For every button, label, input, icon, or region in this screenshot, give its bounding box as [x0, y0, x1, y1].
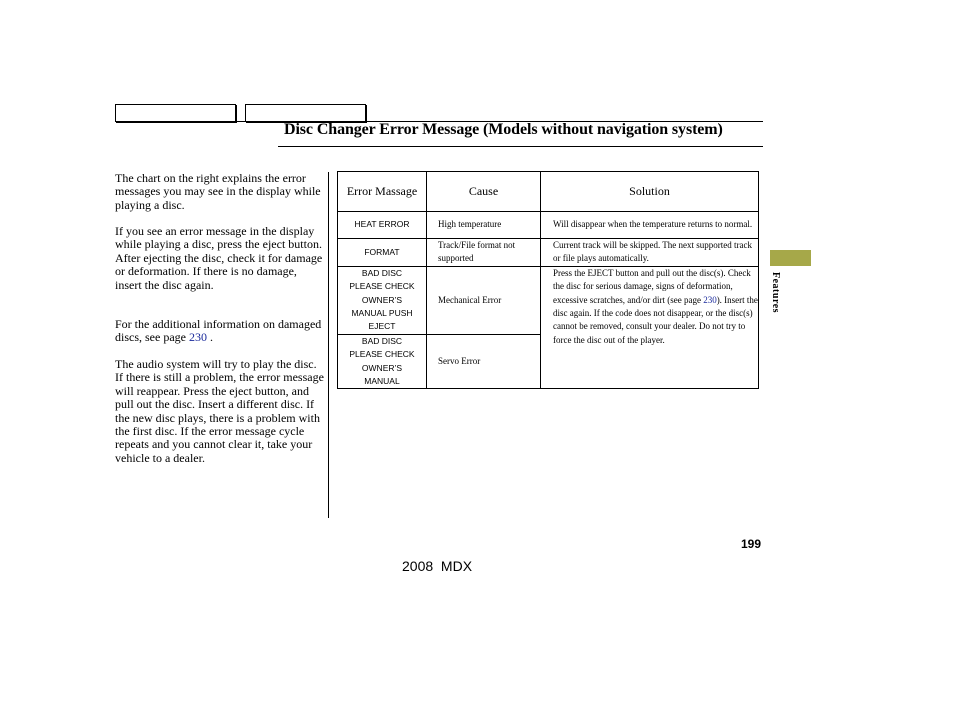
error-code-line: BAD DISC [361, 335, 403, 346]
footer-model: 2008 MDX [402, 558, 473, 574]
intro-paragraph-2: If you see an error message in the display while playing a disc, press the eject button. After ejecting the disc, check it for damage or deformation. If there is no damage, insert the disc again. [115, 224, 323, 292]
solution-cell: Will disappear when the temperature returns to normal. [541, 212, 759, 239]
error-code-line: FORMAT [364, 246, 400, 257]
intro-paragraph-4: The audio system will try to play the disc. If there is still a problem, the error message will reappear. Press the eject button, and pull out the disc. Insert a different disc. If the new disc plays, there is a problem with the first disc. If the error message cycle repeats and you cannot clear it, take your vehicle to a dealer. [115, 357, 324, 465]
error-code-line: MANUAL PUSH [351, 308, 413, 319]
cause-cell: Servo Error [427, 334, 541, 389]
table-row [338, 212, 759, 239]
error-code-line: MANUAL [364, 376, 400, 387]
section-label-features: Features [770, 272, 781, 314]
error-code-line: BAD DISC [361, 267, 403, 278]
header-solution: Solution [541, 172, 759, 212]
nav-box-next[interactable] [245, 104, 366, 122]
page-title: Disc Changer Error Message (Models without navigation system) [284, 121, 723, 138]
intro-paragraph-3 [115, 318, 325, 345]
error-code-line: OWNER’S [361, 362, 403, 373]
solution-cell-merged [541, 266, 759, 389]
page-link-230[interactable]: 230 [188, 330, 207, 345]
error-code-cell [338, 212, 427, 239]
error-code-cell [338, 334, 427, 389]
table-header-row [338, 172, 759, 212]
intro-paragraph-3-end: . [209, 330, 213, 345]
header-error-message: Error Massage [338, 172, 427, 212]
solution-cell: Current track will be skipped. The next supported track or file plays automatically. [541, 239, 759, 267]
header-cause: Cause [427, 172, 541, 212]
table-row [338, 266, 759, 334]
page-link-230-table[interactable]: 230 [703, 294, 717, 305]
intro-paragraph-1: The chart on the right explains the error messages you may see in the display while playing a disc. [115, 171, 321, 212]
cause-cell: Track/File format not supported [427, 239, 541, 267]
column-divider [328, 172, 329, 518]
page-number: 199 [741, 537, 762, 551]
nav-box-prev[interactable] [115, 104, 236, 122]
solution-text-end: ). Insert the disc again. If the code does not disappear, or the disc(s) cannot be removed, consult your dealer. Do not try to force the disc out of the player. [553, 294, 758, 345]
header-rule-bottom [278, 146, 763, 147]
intro-paragraph-3-text: For the additional information on damaged discs, see page [115, 317, 322, 345]
error-message-table [337, 171, 759, 389]
error-code-cell [338, 239, 427, 267]
cause-cell: Mechanical Error [427, 266, 541, 334]
section-tab[interactable] [770, 250, 811, 266]
solution-text: Press the EJECT button and pull out the disc(s). Check the disc for serious damage, signs of deformation, excessive scratches, and/or dirt (see page [553, 267, 751, 305]
error-code-cell [338, 266, 427, 334]
error-code-line: EJECT [368, 321, 396, 332]
error-code-line: OWNER’S [361, 294, 403, 305]
cause-cell: High temperature [427, 212, 541, 239]
table-row [338, 239, 759, 267]
error-code-line: PLEASE CHECK [349, 281, 415, 292]
error-code-line: HEAT ERROR [354, 219, 410, 230]
error-code-line: PLEASE CHECK [349, 349, 415, 360]
